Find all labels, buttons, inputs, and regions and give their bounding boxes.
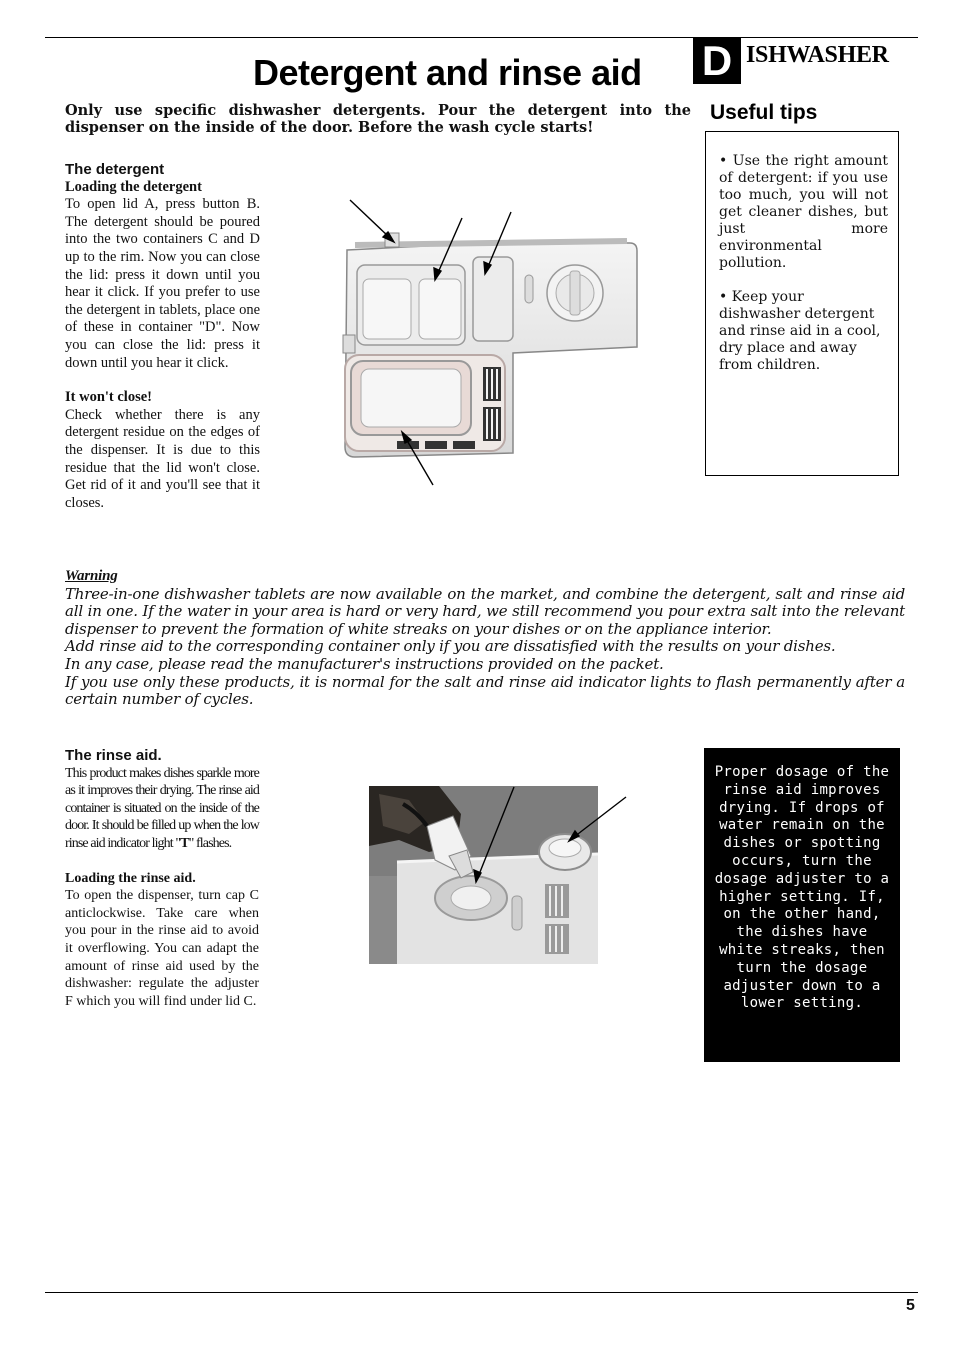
loading-rinse-aid-text: To open the dispenser, turn cap C anticlockwise. Take care when you pour in the rinse aid to avoid it overflowing. You can adapt the amount of rinse aid used by the dishwasher: regulate the adjuster F which you will find under lid C.	[65, 888, 259, 1009]
rinse-aid-text-part: This product makes dishes sparkle more as it improves their drying. The rinse aid container is situated on the inside of the door. It should be filled up when the low rinse aid indicator light "	[65, 765, 259, 851]
warning-line: If you use only these products, it is normal for the salt and rinse aid indicator lights to flash permanently after a certain number of cycles.	[65, 672, 905, 709]
rinse-aid-section	[65, 747, 259, 1010]
section-badge-word: ISHWASHER	[746, 42, 889, 68]
useful-tips-heading: Useful tips	[710, 101, 818, 124]
warning-line: Three-in-one dishwasher tablets are now available on the market, and combine the detergent, salt and rinse aid all in one. If the water in your area is hard or very hard, we still recommend you pour extra salt into the relevant dispenser to prevent the formation of white streaks on your dishes or on the appliance interior.	[65, 584, 905, 638]
top-rule	[45, 37, 918, 38]
tip-item: • Keep your dishwasher detergent and rinse aid in a cool, dry place and away from children.	[719, 289, 881, 373]
detergent-heading: The detergent	[65, 161, 165, 178]
rinse-aid-photo-arrows	[460, 785, 630, 885]
warning-heading: Warning	[65, 568, 118, 584]
tip-item: • Use the right amount of detergent: if you use too much, you will not get cleaner dishes, but just more environmental pollution.	[719, 153, 888, 271]
loading-detergent-heading: Loading the detergent	[65, 178, 202, 195]
page-number: 5	[906, 1297, 915, 1314]
wont-close-heading: It won't close!	[65, 389, 152, 406]
rinse-indicator-symbol: T	[180, 835, 189, 851]
detergent-dispenser-illustration	[335, 195, 645, 490]
warning-line: In any case, please read the manufacturer's instructions provided on the packet.	[65, 654, 664, 673]
detergent-section	[65, 161, 260, 512]
rinse-aid-text-part: " flashes.	[188, 835, 232, 851]
intro-text: Only use specific dishwasher detergents. Pour the detergent into the dispenser on the inside of the door. Before the wash cycle starts!	[65, 102, 691, 136]
wont-close-text: Check whether there is any detergent residue on the edges of the dispenser. It is due to this residue that the lid won't close. Get rid of it and you'll see that it closes.	[65, 406, 260, 511]
section-badge-letter: D	[693, 38, 741, 84]
useful-tips-box	[705, 131, 899, 476]
loading-rinse-aid-heading: Loading the rinse aid.	[65, 870, 196, 886]
rinse-aid-dosage-box: Proper dosage of the rinse aid improves drying. If drops of water remain on the dishes or spotting occurs, turn the dosage adjuster to a higher setting. If, on the other hand, the dishes have white streaks, then turn the dosage adjuster down to a lower setting.	[704, 748, 900, 1062]
warning-section	[65, 568, 905, 709]
page-title: Detergent and rinse aid	[253, 52, 642, 93]
rinse-aid-heading: The rinse aid.	[65, 747, 162, 764]
bottom-rule	[45, 1292, 918, 1293]
loading-detergent-text: To open lid A, press button B. The detergent should be poured into the two containers C and D up to the rim. Now you can close the lid: press it down until you hear it click. If you prefer to use the detergent in tablets, place one of these in container "D". Now you can close the lid: press it down until you hear it click.	[65, 196, 260, 371]
warning-line: Add rinse aid to the corresponding container only if you are dissatisfied with the results on your dishes.	[65, 637, 836, 656]
rinse-aid-text	[65, 765, 259, 853]
